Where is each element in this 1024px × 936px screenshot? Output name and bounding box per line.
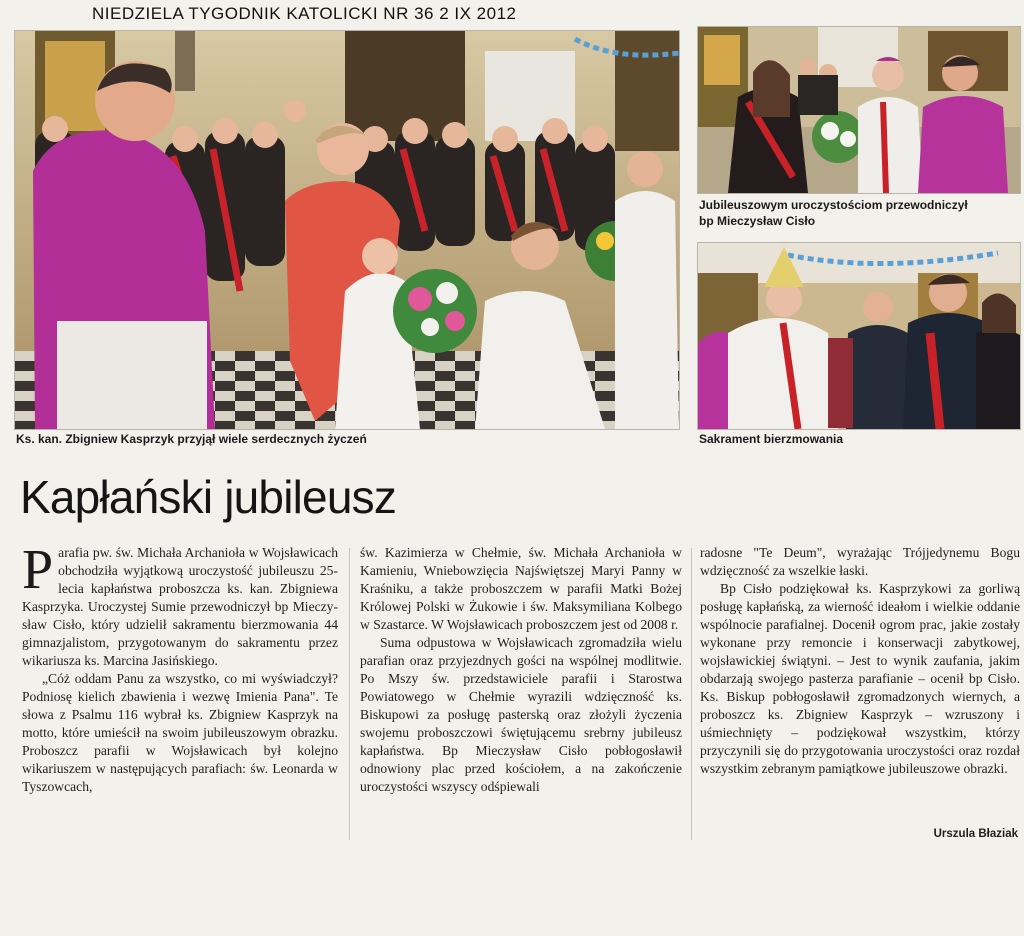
article-paragraph: radosne "Te Deum", wyrażając Trójjedynemu Bogu wdzięczność za wszelkie łaski. [700,545,1020,578]
paragraph-text: arafia pw. św. Michała Archanioła w Wojsławicach obchodziła wyjątkową uroczystość jubileuszu 25-lecia kapłaństwa proboszcza ks. kan. Zbigniewa Kasprzyka. Uroczystej Sumie przewodniczył bp Mieczysław Cisło, który udzielił sakramentu bierzmowania 44 gimnazjalistom, przygotowanym do sakramentu przez wikariusza ks. Marcina Jasińskiego. [22,545,338,668]
column-divider [691,548,692,840]
top-right-caption-line2: bp Mieczysław Cisło [699,214,816,228]
article-paragraph: Suma odpustowa w Wojsławicach zgromadziła wielu parafian oraz przyjezdnych gości na wspólnej modlitwie. Po Mszy św. przedstawiciele parafii i Starostwa Powiatowego w Chełmie wyrazili wdzięczność ks. Biskupowi za posługę pasterską oraz złożyli życzenia swojemu proboszczowi świętującemu srebrny jubileusz kapłaństwa. Bp Mieczysław Cisło pobłogosławił odnowiony plac przed kościołem, a na zakończenie uroczystości wszyscy odśpiewali [360,635,682,794]
article-title: Kapłański jubileusz [20,471,397,523]
confirmation-sacrament-photo [698,243,1020,429]
column-divider [349,548,350,840]
priest-receiving-flowers-photo [15,31,679,429]
bottom-right-caption: Sakrament bierzmowania [699,432,844,446]
main-photo [14,30,680,430]
article-paragraph: Bp Cisło podziękował ks. Kasprzykowi za gorliwą posługę kapłańską, za wierność ideałom i wielkie oddanie wspólnocie parafialnej. Docenił ogrom prac, jakie zostały wykonane przy remoncie i konserwacji zabytkowej, wojsławickiej świątyni. – Jest to wynik zaufania, jakim obdarzają swojego pasterza parafianie – ocenił bp Cisło. Ks. Biskup pobłogosławił zgromadzonych wiernych, a proboszcz ks. Zbigniew Kasprzyk – wzruszony i uśmiechnięty – podziękował wszystkim, którzy przyczynili się do przygotowania uroczystości oraz rozdał wszystkim zebranym pamiątkowe jubileuszowe obrazki. [700,581,1020,776]
article-column-2 [360,544,682,796]
main-photo-caption: Ks. kan. Zbigniew Kasprzyk przyjął wiele serdecznych życzeń [16,432,367,446]
bottom-right-photo [697,242,1021,430]
masthead: NIEDZIELA TYGODNIK KATOLICKI NR 36 2 IX 2012 [92,4,517,23]
bishop-with-flowers-photo [698,27,1020,193]
article-paragraph [22,539,338,670]
top-right-caption [699,197,968,229]
top-right-caption-line1: Jubileuszowym uroczystościom przewodniczył [699,198,968,212]
article-column-1 [22,539,338,796]
article-paragraph: św. Kazimierza w Chełmie, św. Michała Archanioła w Kamieniu, Wniebowzięcia Najświętszej Maryi Panny w Kraśniku, a także proboszczem w parafii Matki Bożej Królowej Polski w Żukowie i św. Maksymiliana Kolbego w Szastarce. W Wojsławicach proboszczem jest od 2008 r. [360,545,682,632]
top-right-photo [697,26,1021,194]
drop-cap: P [22,539,54,601]
author-byline: Urszula Błaziak [933,828,1018,840]
article-column-3 [700,544,1020,778]
article-paragraph: „Cóż oddam Panu za wszystko, co mi wyświadczył? Podniosę kielich zbawienia i wezwę Imienia Pana". Te słowa z Psalmu 116 wybrał ks. Zbigniew Kasprzyk na motto, które umieścił na swoim jubileuszowym obrazku. Proboszcz parafii w Wojsławicach był kolejno wikariuszem w następujących parafiach: św. Leonarda w Tyszowcach, [22,671,338,794]
